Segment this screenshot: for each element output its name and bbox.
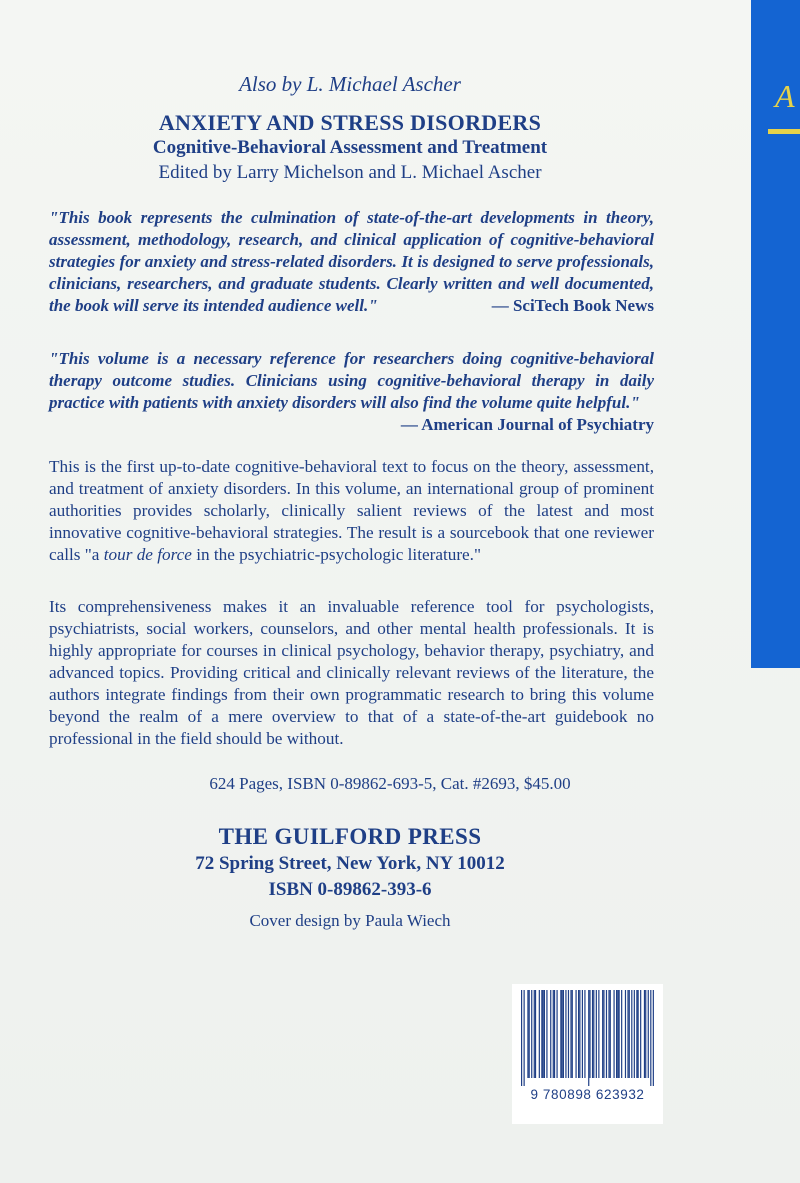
publisher-block <box>0 823 700 903</box>
cover-credit: Cover design by Paula Wiech <box>249 911 451 930</box>
barcode-number: 9 780898 623932 <box>530 1087 645 1102</box>
description-paragraph <box>49 456 654 566</box>
review-source: — SciTech Book News <box>491 296 654 315</box>
publisher-address: 72 Spring Street, New York, NY 10012 <box>195 853 505 874</box>
publisher-name: THE GUILFORD PRESS <box>218 824 482 849</box>
review-source: — American Journal of Psychiatry <box>400 415 654 434</box>
spine-accent-bar <box>768 129 800 134</box>
featured-book-title: ANXIETY AND STRESS DISORDERS <box>158 110 542 135</box>
barcode <box>512 984 663 1124</box>
review-quote <box>49 348 654 436</box>
review-quote <box>49 207 654 317</box>
barcode-bars-icon <box>521 990 654 1086</box>
description-italic-phrase: tour de force <box>103 545 192 564</box>
featured-book-editors: Edited by Larry Michelson and L. Michael Ascher <box>158 162 542 183</box>
description-paragraph: Its comprehensiveness makes it an invaluable reference tool for psychologists, psychiatrists, social workers, counselors, and other mental health professionals. It is highly appropriate for courses in clinical psychology, behavior therapy, psychiatry, and advanced topics. Providing critical and clinically relevant reviews of the literature, the authors integrate findings from their own programmatic research to bring this volume beyond the realm of a mere overview to that of a state-of-the-art guidebook no professional in the field should be without. <box>49 597 654 748</box>
description-text: This is the first up-to-date cognitive-behavioral text to focus on the theory, assessment, and treatment of anxiety disorders. In this volume, an international group of prominent authorities provides scholarly, clinically salient reviews of the latest and most innovative cognitive-behavioral strategies. The result is a sourcebook that one reviewer calls "a <box>49 457 654 564</box>
spine-letter: A <box>775 78 795 114</box>
review-text: "This volume is a necessary reference for researchers doing cognitive-behavioral therapy outcome studies. Clinicians using cognitive-behavioral therapy in daily practice with patients with anxiety disorders will also find the volume quite helpful." <box>49 349 654 412</box>
publisher-isbn: ISBN 0-89862-393-6 <box>268 879 432 900</box>
also-by-heading: Also by L. Michael Ascher <box>239 72 461 96</box>
featured-book-subtitle: Cognitive-Behavioral Assessment and Treatment <box>152 137 548 158</box>
review-text: "This book represents the culmination of state-of-the-art developments in theory, assessment, methodology, research, and clinical application of cognitive-behavioral strategies for anxiety and stress-related disorders. It is designed to serve professionals, clinicians, researchers, and graduate students. Clearly written and well documented, the book will serve its intended audience well." <box>49 208 654 315</box>
description-text: in the psychiatric-psychologic literature." <box>191 545 481 564</box>
book-details: 624 Pages, ISBN 0-89862-693-5, Cat. #2693, $45.00 <box>209 774 571 793</box>
featured-book <box>0 110 700 185</box>
